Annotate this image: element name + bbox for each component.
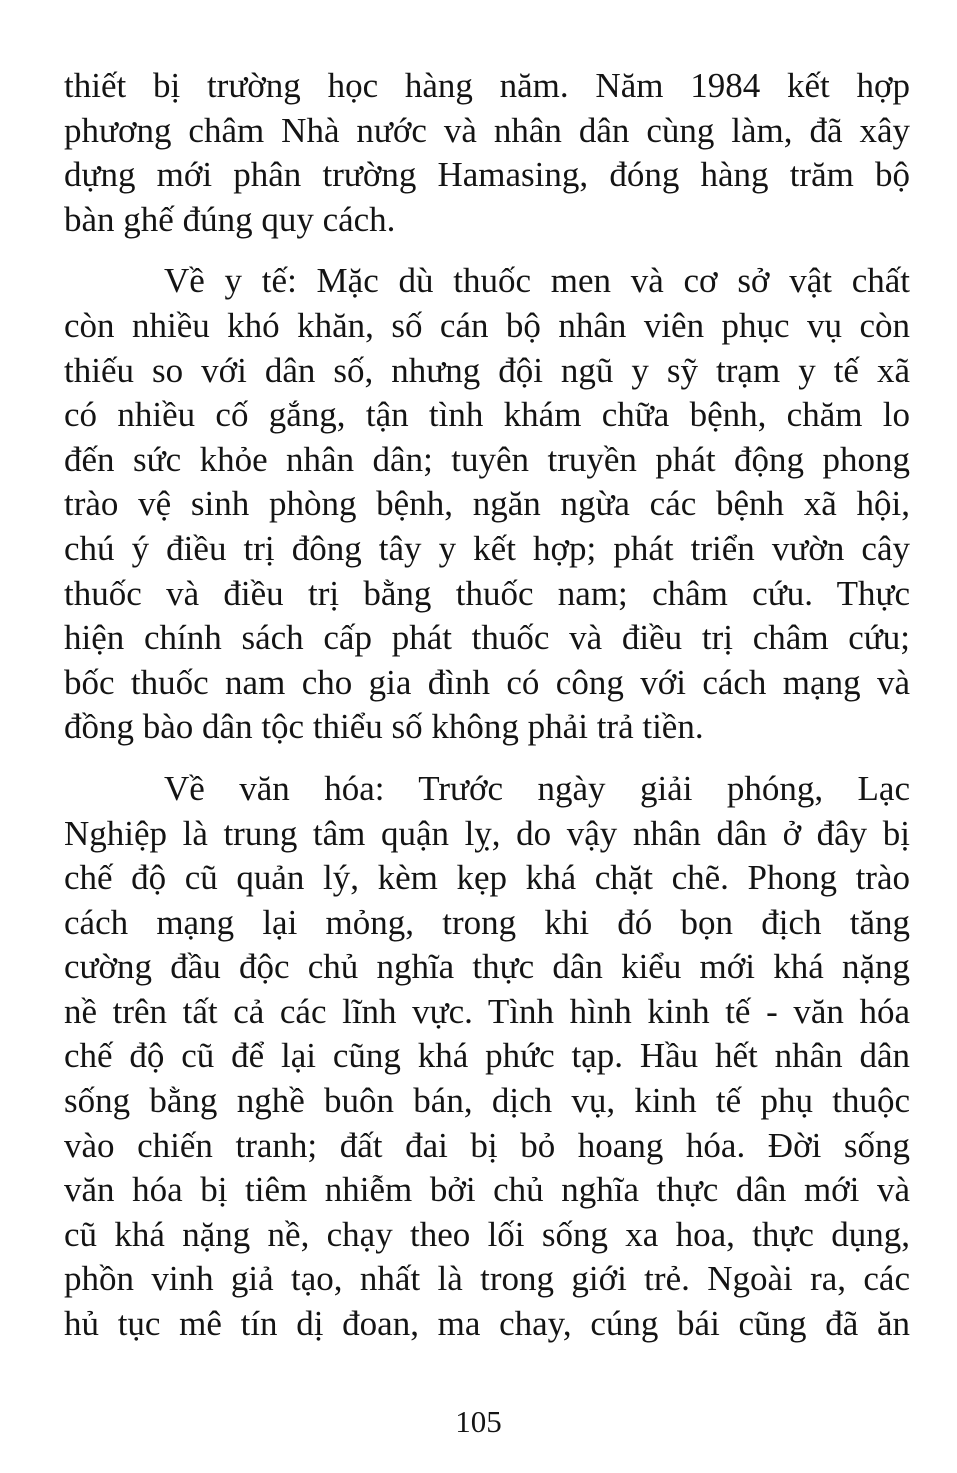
text-line: có nhiều cố gắng, tận tình khám chữa bệnh, chăm lo (64, 395, 910, 435)
text-line: cách mạng lại mỏng, trong khi đó bọn địch tăng (64, 902, 910, 942)
text-line: thuốc và điều trị bằng thuốc nam; châm cứu. Thực (64, 573, 910, 613)
text-line: bàn ghế đúng quy cách. (64, 199, 396, 239)
text-line: chú ý điều trị đông tây y kết hợp; phát triển vườn cây (64, 528, 910, 568)
text-line: đồng bào dân tộc thiểu số không phải trả tiền. (64, 707, 704, 747)
text-line: còn nhiều khó khăn, số cán bộ nhân viên phục vụ còn (64, 305, 910, 345)
page-number: 105 (455, 1404, 502, 1439)
text-line: sống bằng nghề buôn bán, dịch vụ, kinh tế phụ thuộc (64, 1081, 910, 1121)
text-line: chế độ cũ để lại cũng khá phức tạp. Hầu hết nhân dân (64, 1036, 910, 1076)
paragraph (64, 259, 910, 750)
text-line: trào vệ sinh phòng bệnh, ngăn ngừa các bệnh xã hội, (64, 484, 910, 524)
body-text (64, 64, 910, 1347)
text-line: văn hóa bị tiêm nhiễm bởi chủ nghĩa thực dân mới và (64, 1170, 910, 1210)
text-line: Về văn hóa: Trước ngày giải phóng, Lạc (164, 768, 910, 808)
text-line: hiện chính sách cấp phát thuốc và điều trị châm cứu; (64, 618, 910, 658)
text-line: phương châm Nhà nước và nhân dân cùng làm, đã xây (64, 110, 910, 150)
text-line: cũ khá nặng nề, chạy theo lối sống xa hoa, thực dụng, (64, 1214, 910, 1254)
paragraph (64, 767, 910, 1347)
text-line: cường đầu độc chủ nghĩa thực dân kiểu mới khá nặng (64, 947, 910, 987)
text-line: vào chiến tranh; đất đai bị bỏ hoang hóa. Đời sống (64, 1125, 910, 1165)
text-line: thiếu so với dân số, nhưng đội ngũ y sỹ trạm y tế xã (64, 350, 910, 390)
text-line: phồn vinh giả tạo, nhất là trong giới trẻ. Ngoài ra, các (64, 1259, 910, 1299)
text-line: chế độ cũ quản lý, kèm kẹp khá chặt chẽ. Phong trào (64, 858, 910, 898)
text-line: dựng mới phân trường Hamasing, đóng hàng trăm bộ (64, 155, 910, 195)
text-line: nề trên tất cả các lĩnh vực. Tình hình kinh tế - văn hóa (64, 991, 910, 1031)
text-line: đến sức khỏe nhân dân; tuyên truyền phát động phong (64, 439, 910, 479)
text-line: hủ tục mê tín dị đoan, ma chay, cúng bái cũng đã ăn (64, 1304, 910, 1344)
paragraph (64, 64, 910, 242)
text-line: Về y tế: Mặc dù thuốc men và cơ sở vật chất (164, 261, 910, 301)
paragraph-gap (64, 242, 910, 259)
text-line: Nghiệp là trung tâm quận lỵ, do vậy nhân dân ở đây bị (64, 813, 910, 853)
paragraph-gap (64, 750, 910, 767)
text-line: thiết bị trường học hàng năm. Năm 1984 kết hợp (64, 66, 910, 105)
text-line: bốc thuốc nam cho gia đình có công với cách mạng và (64, 662, 910, 702)
